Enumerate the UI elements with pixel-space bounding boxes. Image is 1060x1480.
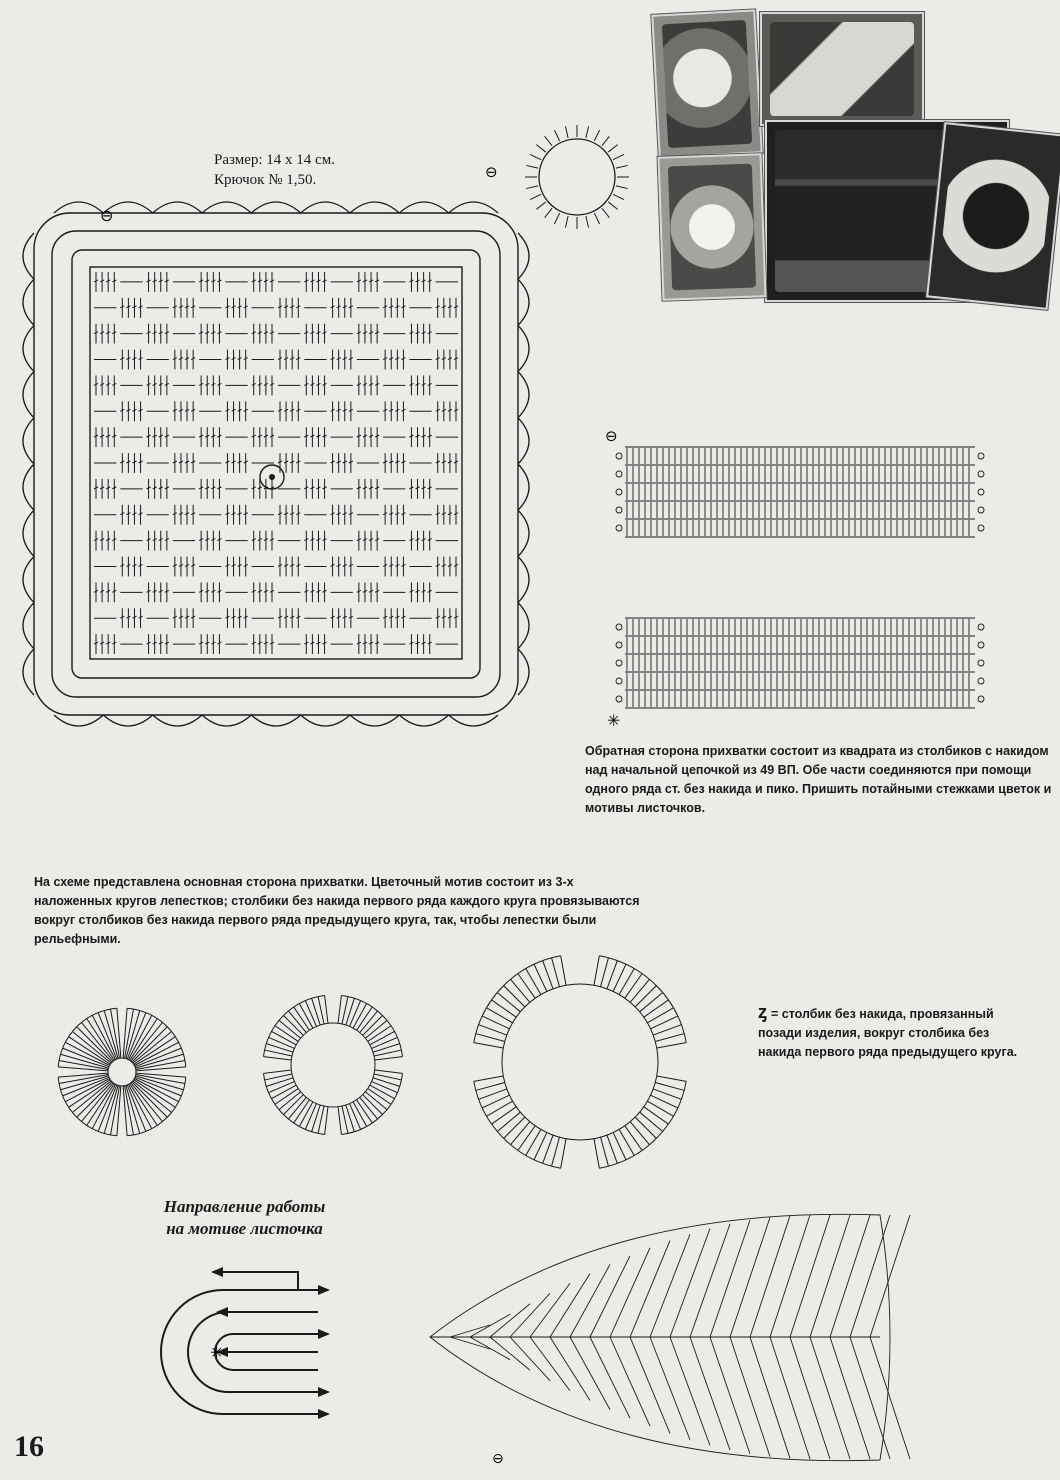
flower-circle-1-chart [50, 1000, 195, 1145]
start-symbol: ⊖ [100, 206, 114, 225]
size-note [214, 150, 335, 190]
svg-text:⊖: ⊖ [485, 163, 498, 181]
leaf-direction-diagram [148, 1262, 328, 1437]
leaf-direction-title [122, 1196, 367, 1240]
photo-round-potholder [658, 153, 767, 301]
legend-text: = столбик без накида, провязанный позади изделия, вокруг столбика без накида первого ряда предыдущего круга. [758, 1007, 1018, 1059]
leaf-direction-line-2: на мотиве листочка [166, 1219, 323, 1238]
page-number: 16 [14, 1430, 44, 1463]
size-text: Размер: 14 х 14 см. [214, 152, 335, 168]
leaf-direction-line-1: Направление работы [163, 1197, 326, 1216]
flower-circle-2-chart [258, 990, 408, 1140]
hook-text: Крючок № 1,50. [214, 172, 317, 188]
svg-text:⊖: ⊖ [605, 427, 618, 445]
square-crochet-chart [12, 195, 532, 735]
svg-text:⊖: ⊖ [492, 1451, 504, 1467]
photo-potholder-diamond [760, 12, 924, 126]
back-side-chart-top [605, 425, 995, 545]
photo-potholder-square [651, 9, 762, 158]
flower-circle-3-chart [465, 950, 695, 1175]
photo-heart-potholder [926, 122, 1060, 310]
back-side-note: Обратная сторона прихватки состоит из квадрата из столбиков с накидом над начальной цепочкой из 49 ВП. Обе части соединяются при помощи одного ряда ст. без накида и пико. Пришить потайными стежками цветок и мотивы листочков. [585, 744, 1052, 815]
leaf-crochet-chart [420, 1205, 900, 1470]
back-side-chart-bottom [605, 610, 995, 735]
svg-text:✳: ✳ [210, 1343, 224, 1362]
legend-symbol: ᶎ [758, 1002, 767, 1023]
main-side-note: На схеме представлена основная сторона прихватки. Цветочный мотив состоит из 3-х наложенных кругов лепестков; столбики без накида первого ряда каждого круга провязываются вокруг столбиков без накида первого ряда предыдущего круга, так, чтобы лепестки были рельефными. [34, 875, 640, 946]
end-symbol: ✳ [607, 711, 621, 730]
ring-crochet-chart [485, 115, 645, 245]
stitch-legend [758, 1003, 1033, 1062]
